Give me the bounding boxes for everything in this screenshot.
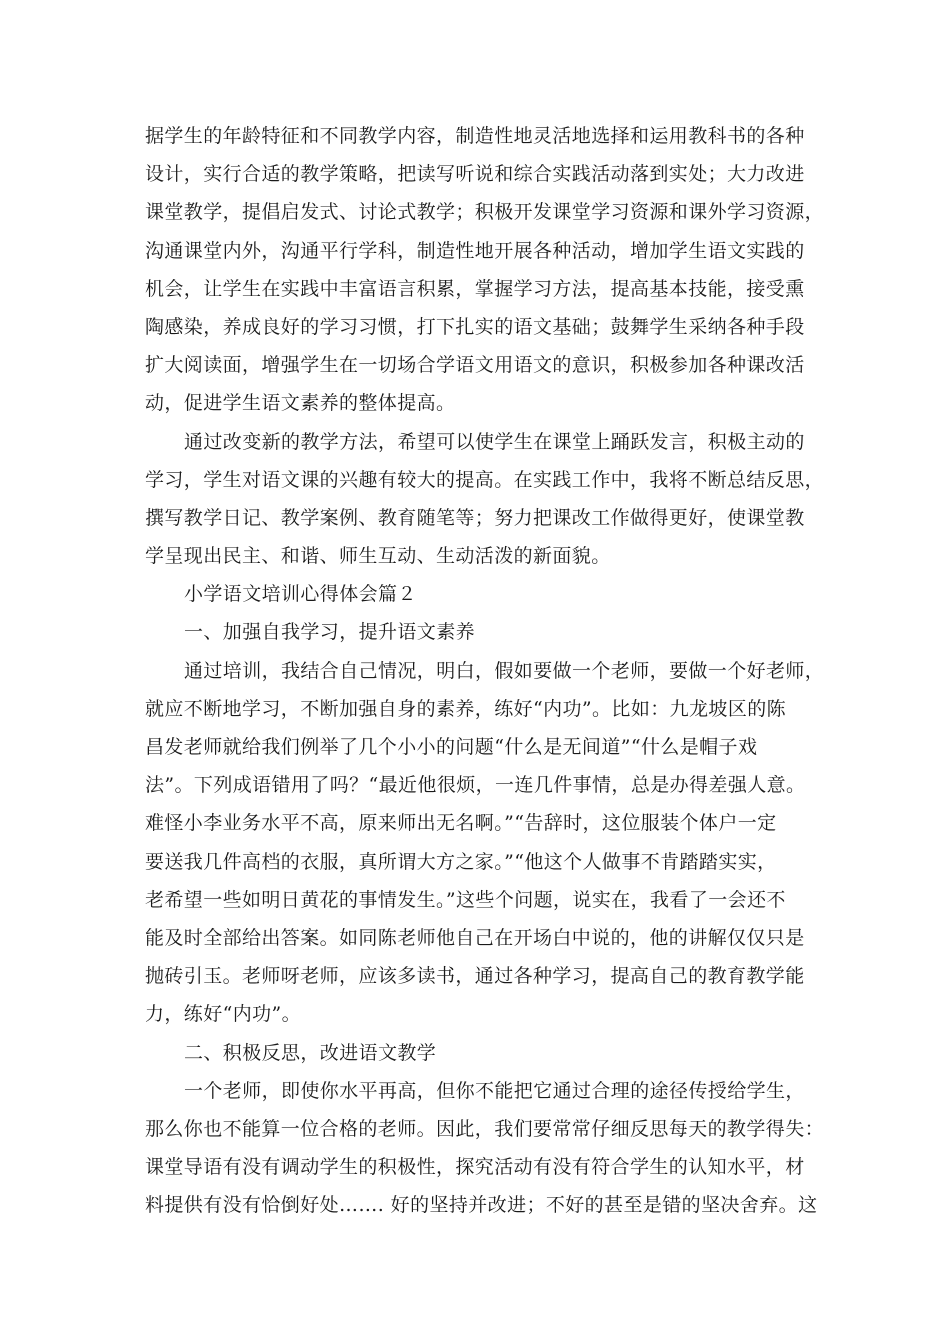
text-line: 一、加强自我学习，提升语文素养 [184,621,476,644]
text-line: 学习，学生对语文课的兴趣有较大的提高。在实践工作中，我将不断总结反思， [145,468,825,491]
text-line: 通过改变新的教学方法，希望可以使学生在课堂上踊跃发言，积极主动的 [184,430,805,453]
text-line: 据学生的年龄特征和不同教学内容，制造性地灵活地选择和运用教科书的各种 [145,125,805,147]
text-line: 撰写教学日记、教学案例、教育随笔等；努力把课改工作做得更好，使课堂教 [145,506,805,529]
text-line: 机会，让学生在实践中丰富语言积累，掌握学习方法，提高基本技能，接受熏 [145,277,805,300]
text-line: 设计，实行合适的教学策略，把读写听说和综合实践活动落到实处；大力改进 [145,163,805,186]
text-line: 二、积极反思，改进语文教学 [184,1041,437,1064]
text-line: 要送我几件高档的衣服，真所谓大方之家。”“他这个人做事不肯踏踏实实， [145,850,777,873]
text-line: 扩大阅读面，增强学生在一切场合学语文用语文的意识，积极参加各种课改活 [145,354,805,377]
text-line: 老希望一些如明日黄花的事情发生。”这些个问题，说实在，我看了一会还不 [145,888,786,911]
text-line: 昌发老师就给我们例举了几个小小的问题“什么是无间道”“什么是帽子戏 [145,736,758,758]
text-line: 一个老师，即使你水平再高，但你不能把它通过合理的途径传授给学生， [184,1079,805,1102]
text-line: 难怪小李业务水平不高，原来师出无名啊。”“告辞时，这位服装个体户一定 [145,812,777,835]
document-body [145,117,825,1224]
text-line: 学呈现出民主、和谐、师生互动、生动活泼的新面貌。 [145,545,611,568]
text-line: 动，促进学生语文素养的整体提高。 [145,392,456,415]
text-line: 课堂导语有没有调动学生的积极性，探究活动有没有符合学生的认知水平，材 [145,1156,805,1179]
text-line: 课堂教学，提倡启发式、讨论式教学；积极开发课堂学习资源和课外学习资源， [145,201,825,224]
text-line: 力，练好“内功”。 [145,1003,302,1026]
text-line: 小学语文培训心得体会篇２ [184,583,417,606]
text-line: 那么你也不能算一位合格的老师。因此，我们要常常仔细反思每天的教学得失： [145,1117,825,1140]
text-line: 抛砖引玉。老师呀老师，应该多读书，通过各种学习，提高自己的教育教学能 [145,965,805,988]
text-line: 料提供有没有恰倒好处……. 好的坚持并改进；不好的甚至是错的坚决舍弃。这 [145,1194,818,1217]
text-line: 沟通课堂内外，沟通平行学科，制造性地开展各种活动，增加学生语文实践的 [145,239,805,262]
text-line: 就应不断地学习，不断加强自身的素养，练好“内功”。比如：九龙坡区的陈 [145,697,787,720]
text-line: 法”。下列成语错用了吗？“最近他很烦，一连几件事情，总是办得差强人意。 [145,774,806,797]
text-line: 能及时全部给出答案。如同陈老师他自己在开场白中说的，他的讲解仅仅只是 [145,926,805,949]
text-line: 陶感染，养成良好的学习习惯，打下扎实的语文基础；鼓舞学生采纳各种手段 [145,315,805,338]
text-line: 通过培训，我结合自己情况，明白，假如要做一个老师，要做一个好老师， [184,659,825,682]
